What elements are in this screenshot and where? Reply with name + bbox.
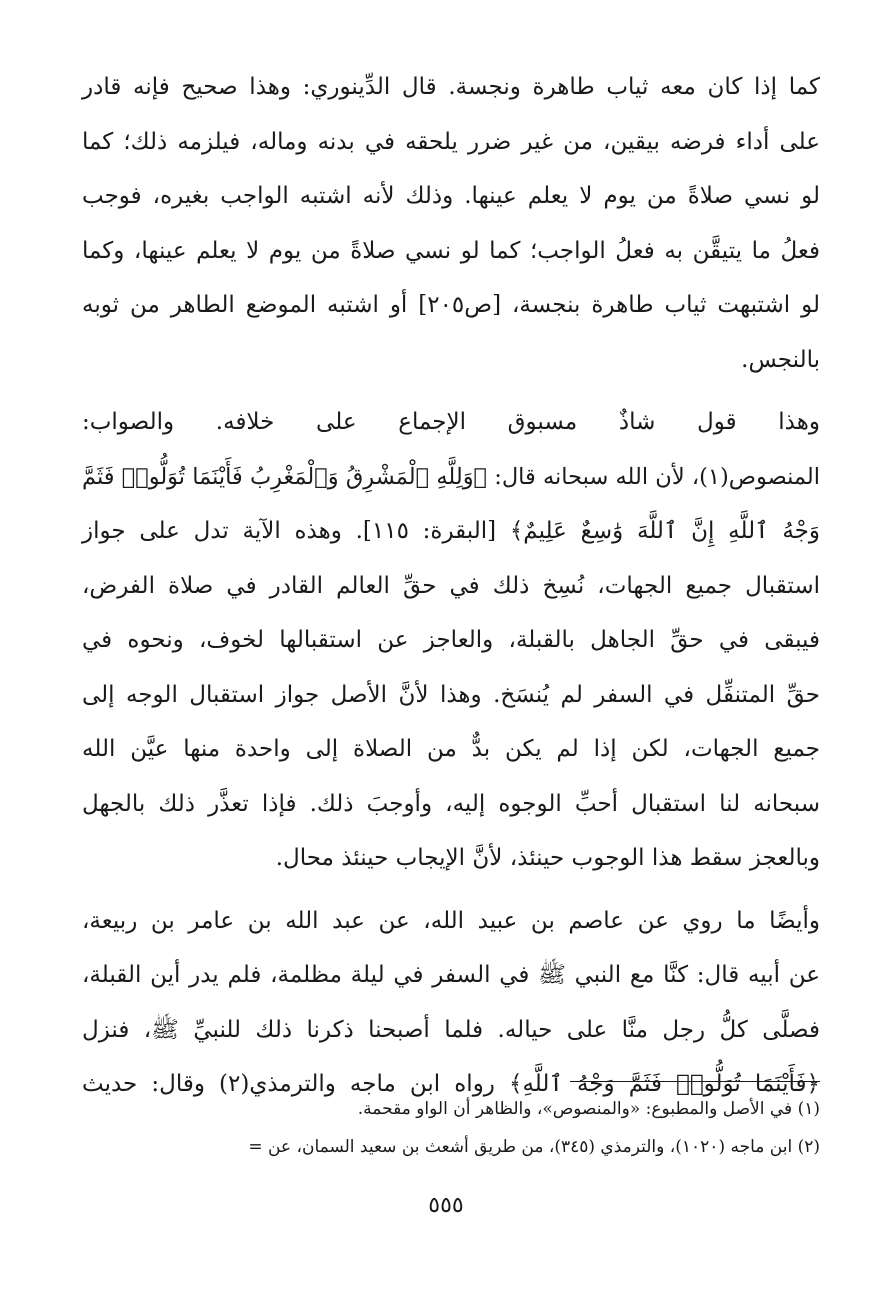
paragraph-2: [82, 395, 820, 886]
text-line: سبحانه لنا استقبال أحبِّ الوجوه إليه، وأوجبَ ذلك. فإذا تعذَّر ذلك بالجهل: [82, 790, 820, 817]
text-line: فعلُ ما يتيقَّن به فعلُ الواجب؛ كما لو نسي صلاةً من يوم لا يعلم عينها، وكما: [82, 237, 820, 264]
text-line: ﴿فَأَيْنَمَا تُوَلُّوا۟ فَثَمَّ وَجْهُ ٱللَّهِ﴾ رواه ابن ماجه والترمذي(٢) وقال: حديث: [82, 1071, 820, 1097]
text-line: وهذا قول شاذٌ مسبوق الإجماع على خلافه. والصواب:: [82, 409, 820, 435]
page-number: ٥٥٥: [428, 1193, 464, 1218]
paragraph-1: [82, 60, 820, 387]
text-line: حقِّ المتنفِّل في السفر لم يُنسَخ. وهذا لأنَّ الأصل جواز استقبال الوجه إلى: [82, 681, 820, 708]
page-body: [82, 60, 820, 1112]
text-line: بالنجس.: [741, 346, 820, 373]
footnote-divider: [570, 1081, 820, 1082]
text-line: استقبال جميع الجهات، نُسِخ ذلك في حقِّ العالم القادر في صلاة الفرض،: [82, 572, 820, 599]
text-line: فيبقى في حقِّ الجاهل بالقبلة، والعاجز عن استقبالها لخوف، ونحوه في: [82, 627, 820, 653]
text-line: جميع الجهات، لكن إذا لم يكن بدٌّ من الصلاة إلى واحدة منها عيَّن الله: [82, 736, 820, 762]
text-line: وبالعجز سقط هذا الوجوب حينئذ، لأنَّ الإيجاب حينئذ محال.: [275, 845, 820, 871]
text-line: كما إذا كان معه ثياب طاهرة ونجسة. قال الدِّينوري: وهذا صحيح فإنه قادر: [82, 74, 820, 100]
text-line: عن أبيه قال: كنَّا مع النبي ﷺ في السفر في ليلة مظلمة، فلم يدر أين القبلة،: [82, 962, 820, 988]
text-line: وَجْهُ ٱللَّهِ إِنَّ ٱللَّهَ وَٰسِعٌ عَلِيمٌ﴾ [البقرة: ١١٥]. وهذه الآية تدل على جواز: [82, 518, 820, 544]
text-line: فصلَّى كلُّ رجل منَّا على حياله. فلما أصبحنا ذكرنا ذلك للنبيِّ ﷺ، فنزل: [82, 1016, 820, 1043]
text-line: لو اشتبهت ثياب طاهرة بنجسة، [ص٢٠٥] أو اشتبه الموضع الطاهر من ثوبه: [82, 292, 820, 318]
text-line: على أداء فرضه بيقين، من غير ضرر يلحقه في بدنه وماله، فيلزمه ذلك؛ كما: [82, 128, 820, 155]
footnote-1: (١) في الأصل والمطبوع: «والمنصوص»، والظاهر أن الواو مقحمة.: [357, 1099, 820, 1119]
paragraph-3: [82, 894, 820, 1112]
footnotes: [82, 1090, 820, 1166]
text-line: المنصوص(١)، لأن الله سبحانه قال: ﴿وَلِلَّهِ ٱلْمَشْرِقُ وَٱلْمَغْرِبُ فَأَيْنَمَا تُوَلُّوا۟ فَثَمَّ: [82, 463, 820, 490]
text-line: وأيضًا ما روي عن عاصم بن عبيد الله، عن عبد الله بن عامر بن ربيعة،: [82, 907, 820, 934]
footnote-2: (٢) ابن ماجه (١٠٢٠)، والترمذي (٣٤٥)، من طريق أشعث بن سعيد السمان، عن =: [248, 1137, 820, 1157]
text-line: لو نسي صلاةً من يوم لا يعلم عينها. وذلك لأنه اشتبه الواجب بغيره، فوجب: [82, 183, 820, 209]
